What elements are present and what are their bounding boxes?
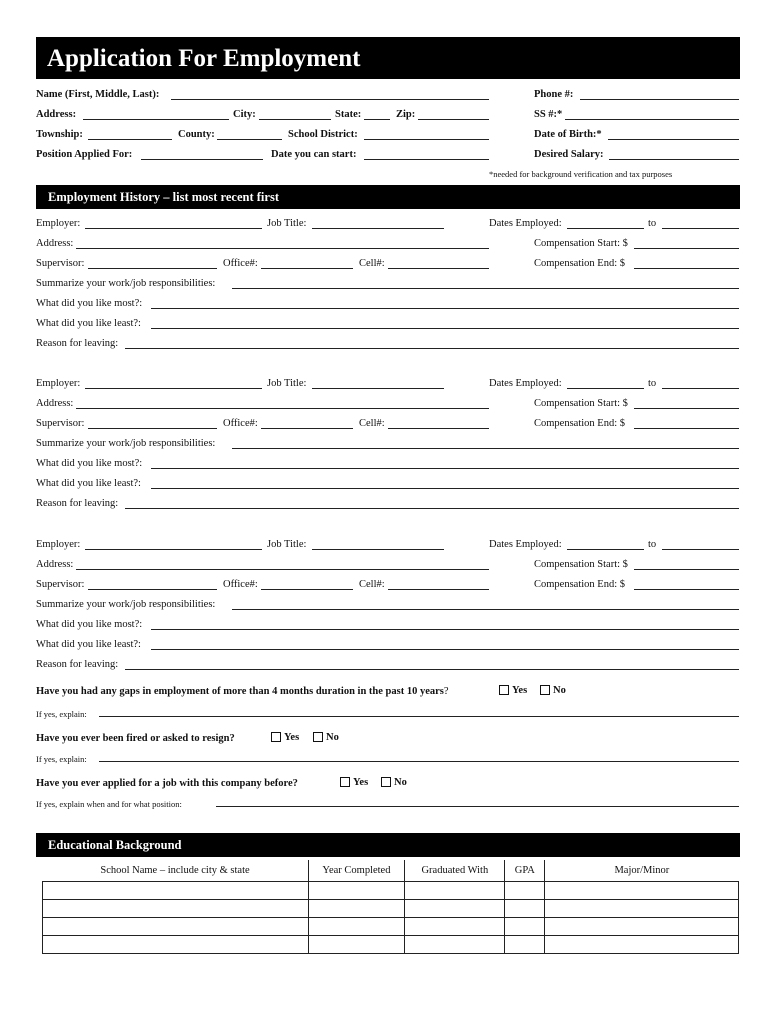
major-minor-cell[interactable] xyxy=(545,882,739,900)
job-title-label-2: Job Title: xyxy=(267,378,307,389)
employer-address-field-1[interactable] xyxy=(76,248,489,249)
summarize-field-1[interactable] xyxy=(232,288,739,289)
office-label-1: Office#: xyxy=(223,258,258,269)
dates-from-field-1[interactable] xyxy=(567,228,644,229)
dates-to-label-2: to xyxy=(648,378,657,389)
summarize-field-2[interactable] xyxy=(232,448,739,449)
table-row xyxy=(43,900,739,918)
comp-end-field-2[interactable] xyxy=(634,428,739,429)
county-label: County: xyxy=(178,129,215,140)
dates-employed-label-2: Dates Employed: xyxy=(489,378,562,389)
graduated-with-header: Graduated With xyxy=(405,860,505,882)
major-minor-cell[interactable] xyxy=(545,936,739,954)
job-title-field-2[interactable] xyxy=(312,388,444,389)
comp-start-label-2: Compensation Start: $ xyxy=(534,398,628,409)
graduated-with-cell[interactable] xyxy=(405,900,505,918)
dates-to-field-3[interactable] xyxy=(662,549,739,550)
office-label-3: Office#: xyxy=(223,579,258,590)
comp-end-label-2: Compensation End: $ xyxy=(534,418,625,429)
year-completed-cell[interactable] xyxy=(308,882,405,900)
job-title-label-1: Job Title: xyxy=(267,218,307,229)
supervisor-field-3[interactable] xyxy=(88,589,217,590)
major-minor-header: Major/Minor xyxy=(545,860,739,882)
reason-label-2: Reason for leaving: xyxy=(36,498,119,509)
liked-most-label-3: What did you like most?: xyxy=(36,619,143,630)
gaps-yes-checkbox[interactable]: Yes xyxy=(499,685,527,696)
phone-field[interactable] xyxy=(580,99,739,100)
fired-explain-field[interactable] xyxy=(99,761,739,762)
reason-label-3: Reason for leaving: xyxy=(36,659,119,670)
reason-field-3[interactable] xyxy=(125,669,739,670)
applied-explain-field[interactable] xyxy=(216,806,739,807)
dates-to-field-1[interactable] xyxy=(662,228,739,229)
gpa-cell[interactable] xyxy=(505,882,545,900)
dates-to-label-1: to xyxy=(648,218,657,229)
zip-label: Zip: xyxy=(396,109,416,120)
graduated-with-cell[interactable] xyxy=(405,882,505,900)
comp-end-field-1[interactable] xyxy=(634,268,739,269)
summarize-label-1: Summarize your work/job responsibilities: xyxy=(36,278,216,289)
supervisor-field-2[interactable] xyxy=(88,428,217,429)
employer-address-label-2: Address: xyxy=(36,398,74,409)
position-field[interactable] xyxy=(141,159,263,160)
township-field[interactable] xyxy=(88,139,172,140)
education-header: Educational Background xyxy=(36,833,740,857)
year-completed-cell[interactable] xyxy=(308,900,405,918)
phone-label: Phone #: xyxy=(534,89,574,100)
cell-label-3: Cell#: xyxy=(359,579,385,590)
comp-start-field-2[interactable] xyxy=(634,408,739,409)
cell-field-1[interactable] xyxy=(388,268,489,269)
applied-no-checkbox[interactable]: No xyxy=(381,777,407,788)
graduated-with-cell[interactable] xyxy=(405,936,505,954)
ss-field[interactable] xyxy=(565,119,739,120)
applied-question: Have you ever applied for a job with this company before? xyxy=(36,778,298,789)
summarize-label-2: Summarize your work/job responsibilities: xyxy=(36,438,216,449)
job-title-label-3: Job Title: xyxy=(267,539,307,550)
major-minor-cell[interactable] xyxy=(545,918,739,936)
dates-from-field-2[interactable] xyxy=(567,388,644,389)
county-field[interactable] xyxy=(217,139,282,140)
liked-most-label-1: What did you like most?: xyxy=(36,298,143,309)
liked-most-field-2[interactable] xyxy=(151,468,739,469)
address-field[interactable] xyxy=(83,119,229,120)
gaps-explain-label: If yes, explain: xyxy=(36,709,87,719)
employer-address-field-3[interactable] xyxy=(76,569,489,570)
township-label: Township: xyxy=(36,129,83,140)
employer-address-label-3: Address: xyxy=(36,559,74,570)
office-label-2: Office#: xyxy=(223,418,258,429)
school-district-label: School District: xyxy=(288,129,358,140)
table-row xyxy=(43,918,739,936)
job-title-field-1[interactable] xyxy=(312,228,444,229)
table-row xyxy=(43,936,739,954)
year-completed-cell[interactable] xyxy=(308,936,405,954)
office-field-1[interactable] xyxy=(261,268,353,269)
comp-start-label-3: Compensation Start: $ xyxy=(534,559,628,570)
summarize-label-3: Summarize your work/job responsibilities: xyxy=(36,599,216,610)
gaps-explain-field[interactable] xyxy=(99,716,739,717)
major-minor-cell[interactable] xyxy=(545,900,739,918)
dob-label: Date of Birth:* xyxy=(534,129,602,140)
position-label: Position Applied For: xyxy=(36,149,133,160)
comp-end-field-3[interactable] xyxy=(634,589,739,590)
salary-field[interactable] xyxy=(609,159,739,160)
liked-most-field-3[interactable] xyxy=(151,629,739,630)
supervisor-label-1: Supervisor: xyxy=(36,258,85,269)
gpa-cell[interactable] xyxy=(505,936,545,954)
graduated-with-cell[interactable] xyxy=(405,918,505,936)
comp-end-label-3: Compensation End: $ xyxy=(534,579,625,590)
background-note: *needed for background verification and tax purposes xyxy=(489,169,673,179)
education-table xyxy=(42,860,739,954)
cell-label-2: Cell#: xyxy=(359,418,385,429)
ss-label: SS #:* xyxy=(534,109,563,120)
office-field-3[interactable] xyxy=(261,589,353,590)
employer-field-3[interactable] xyxy=(85,549,262,550)
liked-most-label-2: What did you like most?: xyxy=(36,458,143,469)
gpa-header: GPA xyxy=(505,860,545,882)
job-title-field-3[interactable] xyxy=(312,549,444,550)
school-name-cell[interactable] xyxy=(43,918,309,936)
liked-most-field-1[interactable] xyxy=(151,308,739,309)
name-label: Name (First, Middle, Last): xyxy=(36,89,160,100)
liked-least-field-2[interactable] xyxy=(151,488,739,489)
employer-address-label-1: Address: xyxy=(36,238,74,249)
summarize-field-3[interactable] xyxy=(232,609,739,610)
start-date-label: Date you can start: xyxy=(271,149,357,160)
dates-employed-label-1: Dates Employed: xyxy=(489,218,562,229)
name-field[interactable] xyxy=(171,99,489,100)
supervisor-label-3: Supervisor: xyxy=(36,579,85,590)
cell-label-1: Cell#: xyxy=(359,258,385,269)
dates-employed-label-3: Dates Employed: xyxy=(489,539,562,550)
dates-to-label-3: to xyxy=(648,539,657,550)
reason-label-1: Reason for leaving: xyxy=(36,338,119,349)
table-row xyxy=(43,882,739,900)
liked-least-field-1[interactable] xyxy=(151,328,739,329)
comp-start-field-3[interactable] xyxy=(634,569,739,570)
address-label: Address: xyxy=(36,109,77,120)
city-label: City: xyxy=(233,109,256,120)
start-date-field[interactable] xyxy=(364,159,489,160)
school-district-field[interactable] xyxy=(364,139,489,140)
gaps-question: Have you had any gaps in employment of more than 4 months duration in the past 10 years? xyxy=(36,686,449,697)
fired-yes-checkbox[interactable]: Yes xyxy=(271,732,299,743)
school-name-cell[interactable] xyxy=(43,882,309,900)
page-title: Application For Employment xyxy=(36,37,740,79)
gpa-cell[interactable] xyxy=(505,918,545,936)
liked-least-field-3[interactable] xyxy=(151,649,739,650)
state-field[interactable] xyxy=(364,119,390,120)
comp-start-label-1: Compensation Start: $ xyxy=(534,238,628,249)
employer-field-2[interactable] xyxy=(85,388,262,389)
zip-field[interactable] xyxy=(418,119,489,120)
fired-explain-label: If yes, explain: xyxy=(36,754,87,764)
applied-explain-label: If yes, explain when and for what position: xyxy=(36,799,182,809)
reason-field-2[interactable] xyxy=(125,508,739,509)
school-name-header: School Name – include city & state xyxy=(100,865,250,876)
employer-field-1[interactable] xyxy=(85,228,262,229)
employer-label-3: Employer: xyxy=(36,539,81,550)
salary-label: Desired Salary: xyxy=(534,149,604,160)
fired-no-checkbox[interactable]: No xyxy=(313,732,339,743)
gpa-cell[interactable] xyxy=(505,900,545,918)
liked-least-label-1: What did you like least?: xyxy=(36,318,141,329)
gaps-no-checkbox[interactable]: No xyxy=(540,685,566,696)
liked-least-label-3: What did you like least?: xyxy=(36,639,141,650)
dob-field[interactable] xyxy=(608,139,739,140)
liked-least-label-2: What did you like least?: xyxy=(36,478,141,489)
dates-from-field-3[interactable] xyxy=(567,549,644,550)
applied-yes-checkbox[interactable]: Yes xyxy=(340,777,368,788)
employer-label-2: Employer: xyxy=(36,378,81,389)
comp-end-label-1: Compensation End: $ xyxy=(534,258,625,269)
school-name-cell[interactable] xyxy=(43,900,309,918)
cell-field-3[interactable] xyxy=(388,589,489,590)
employer-address-field-2[interactable] xyxy=(76,408,489,409)
supervisor-label-2: Supervisor: xyxy=(36,418,85,429)
state-label: State: xyxy=(335,109,362,120)
cell-field-2[interactable] xyxy=(388,428,489,429)
school-name-cell[interactable] xyxy=(43,936,309,954)
year-completed-cell[interactable] xyxy=(308,918,405,936)
fired-question: Have you ever been fired or asked to resign? xyxy=(36,733,235,744)
city-field[interactable] xyxy=(259,119,331,120)
reason-field-1[interactable] xyxy=(125,348,739,349)
year-completed-header: Year Completed xyxy=(308,860,405,882)
comp-start-field-1[interactable] xyxy=(634,248,739,249)
employer-label-1: Employer: xyxy=(36,218,81,229)
supervisor-field-1[interactable] xyxy=(88,268,217,269)
employment-history-header: Employment History – list most recent first xyxy=(36,185,740,209)
office-field-2[interactable] xyxy=(261,428,353,429)
dates-to-field-2[interactable] xyxy=(662,388,739,389)
